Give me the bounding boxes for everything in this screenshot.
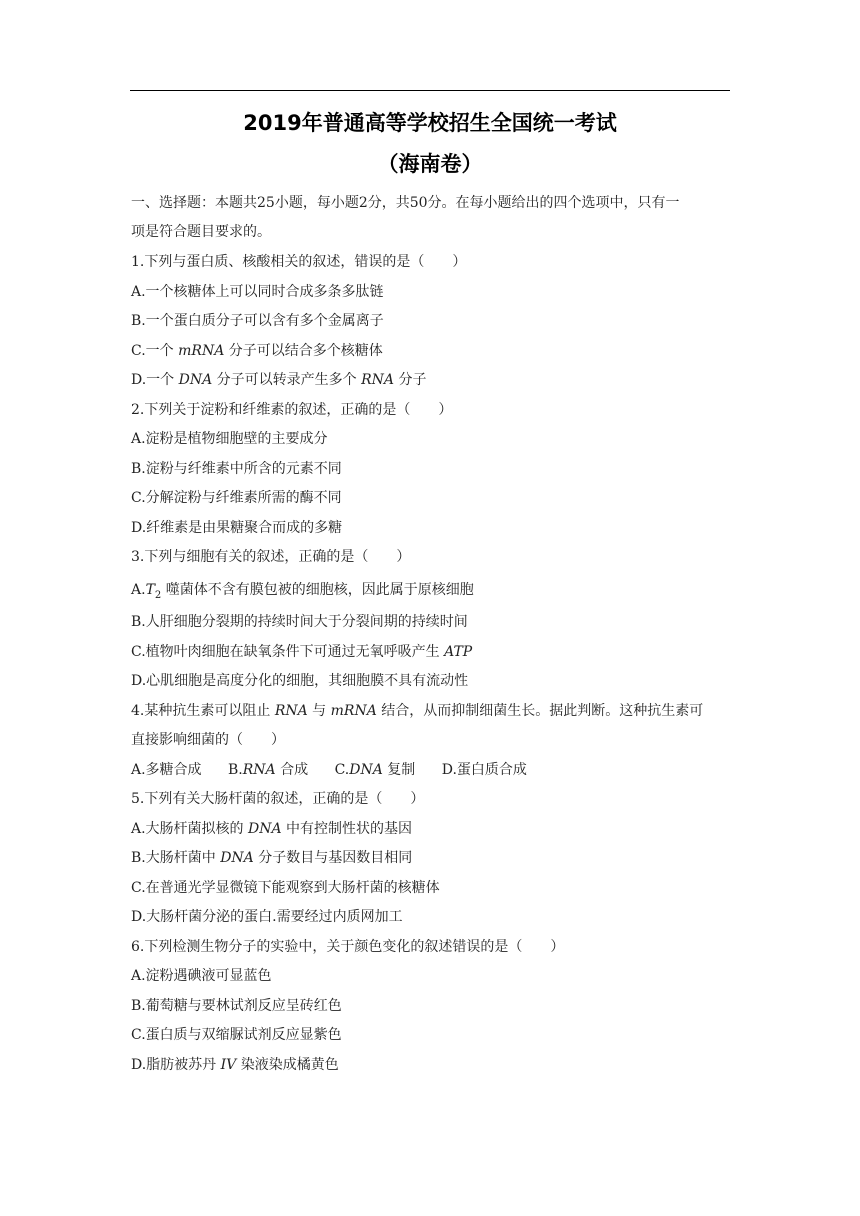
q5-stem: 5.下列有关大肠杆菌的叙述，正确的是（ ） (131, 791, 425, 807)
q5-option-d: D.大肠杆菌分泌的蛋白.需要经过内质网加工 (131, 909, 403, 925)
section-instructions-line1: 一、选择题：本题共25小题，每小题2分，共50分。在每小题给出的四个选项中，只有一 (131, 195, 680, 211)
q3-option-d: D.心肌细胞是高度分化的细胞，其细胞膜不具有流动性 (131, 673, 469, 689)
q6-option-d: D.脂肪被苏丹 IV 染液染成橘黄色 (131, 1057, 339, 1073)
q1-option-c: C.一个 mRNA 分子可以结合多个核糖体 (131, 343, 383, 359)
q6-option-c: C.蛋白质与双缩脲试剂反应显紫色 (131, 1027, 342, 1043)
header-rule (130, 90, 730, 91)
q3-option-a: $A.T_2$ 噬菌体不含有膜包被的细胞核，因此属于原核细胞 (131, 582, 474, 601)
q4-option-b: B.RNA 合成 (228, 762, 309, 778)
section-instructions-line2: 项是符合题目要求的。 (131, 224, 271, 240)
q4-stem: 4.某种抗生素可以阻止 RNA 与 mRNA 结合，从而抑制细菌生长。据此判断。这种抗生素可 (131, 703, 704, 719)
q6-option-a: A.淀粉遇碘液可显蓝色 (131, 968, 272, 984)
q4-options (131, 760, 731, 780)
q4-option-d: D.蛋白质合成 (441, 762, 527, 778)
q2-option-a: A.淀粉是植物细胞壁的主要成分 (131, 431, 328, 447)
q2-stem: 2.下列关于淀粉和纤维素的叙述，正确的是（ ） (131, 402, 453, 418)
exam-title: 2019年普通高等学校招生全国统一考试 (243, 111, 617, 135)
q3-option-b: B.人肝细胞分裂期的持续时间大于分裂间期的持续时间 (131, 614, 468, 630)
q3-stem: 3.下列与细胞有关的叙述，正确的是（ ） (131, 549, 411, 565)
q2-option-c: C.分解淀粉与纤维素所需的酶不同 (131, 490, 342, 506)
exam-subtitle: （海南卷） (377, 152, 483, 176)
q6-stem: 6.下列检测生物分子的实验中，关于颜色变化的叙述错误的是（ ） (131, 939, 565, 955)
q2-option-d: D.纤维素是由果糖聚合而成的多糖 (131, 520, 343, 536)
q1-option-b: B.一个蛋白质分子可以含有多个金属离子 (131, 313, 384, 329)
q1-option-d: D.一个 DNA 分子可以转录产生多个 RNA 分子 (131, 372, 427, 388)
q1-option-a: A.一个核糖体上可以同时合成多条多肽链 (131, 284, 384, 300)
q2-option-b: B.淀粉与纤维素中所含的元素不同 (131, 461, 342, 477)
q5-option-c: C.在普通光学显微镜下能观察到大肠杆菌的核糖体 (131, 880, 440, 896)
q5-option-b: B.大肠杆菌中 DNA 分子数目与基因数目相同 (131, 850, 413, 866)
q1-stem: 1.下列与蛋白质、核酸相关的叙述，错误的是（ ） (131, 254, 467, 270)
q4-option-c: C.DNA 复制 (334, 762, 416, 778)
q4-option-a: A.多糖合成 (131, 762, 202, 778)
q6-option-b: B.葡萄糖与要林试剂反应呈砖红色 (131, 998, 342, 1014)
q3-option-c: C.植物叶肉细胞在缺氧条件下可通过无氧呼吸产生 ATP (131, 644, 473, 660)
q5-option-a: A.大肠杆菌拟核的 DNA 中有控制性状的基因 (131, 821, 413, 837)
q4-stem-line2: 直接影响细菌的（ ） (131, 732, 285, 748)
